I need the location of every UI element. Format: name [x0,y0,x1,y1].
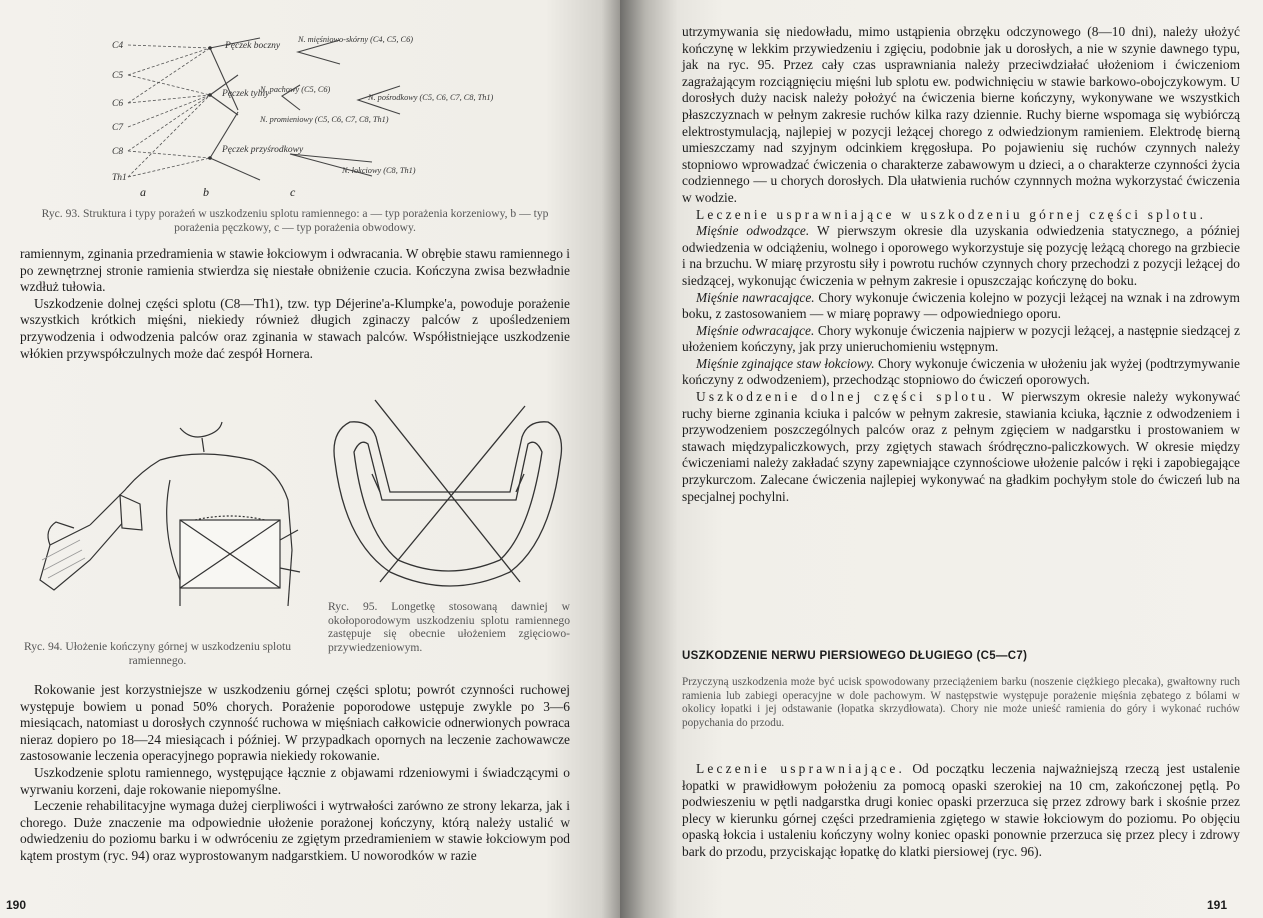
right-text-block-1 [682,24,1240,505]
trunk-middle-label: Pęczek tylny [222,89,270,99]
subsection-lead: Leczenie usprawniające. [696,761,906,776]
subsection-lead: Uszkodzenie dolnej części splotu. [696,389,995,405]
page-number-left: 190 [6,898,27,912]
small-print-block [682,676,1240,730]
figure-95-caption: Ryc. 95. Longetkę stosowaną dawniej w okołoporodowym uszkodzeniu splotu ramiennego zastępuje się obecnie ułożeniem zgięciowo-przywiedzeniowym. [328,600,570,654]
paragraph: Chory wykonuje ćwiczenia w ułożeniu jak wyżej (podtrzymywanie kończyny z odwodzeniem), przechodząc stopniowo do ćwiczeń oporowych. [682,355,1241,388]
muscle-group-title: Mięśnie zginające staw łokciowy. [696,355,875,371]
letter-b: b [203,185,209,199]
nerve-axillary-label: N. pachowy (C5, C6) [260,85,331,94]
right-page [620,0,1263,918]
figure-93 [110,30,494,200]
paragraph: Od początku leczenia najważniejszą rzeczą jest ustalenie łopatki w prawidłowym położeniu za pomocą opaski szerokiej na 10 cm, zakończonej pętlą. Po podwieszeniu w pętli nadgarstka drugi koniec opaski przerzuca się przez zdrowy bark i skośnie przez plecy w kierunku górnej części przedramienia zgiętego w stawie łokciowym do poziomu. Po objęciu opaską łokcia i ustaleniu kończyny wolny koniec opaski ponownie przerzuca się przez plecy i zdrowy bark do przodu, przyciskając łopatkę do klatki piersiowej (ryc. 96). [682,761,1240,859]
left-page [0,0,620,918]
paragraph: Rokowanie jest korzystniejsze w uszkodzeniu górnej części splotu; powrót czynności ruchowej występuje bowiem u ponad 50% chorych. Porażenie poporodowe ustępuje zwykle po 3—6 miesiącach, natomiast u dorosłych czynność ruchowa w mięśniach całkowicie odnerwionych powraca nieraz dopiero po 18—24 miesiącach i później. W przypadkach opornych na leczenie zachowawcze zastosowanie leczenia operacyjnego poprawia niekiedy rokowanie. [20,682,570,764]
trunk-upper-label: Pęczek boczny [225,41,281,51]
left-text-block-1 [20,246,570,362]
root-label-c4: C4 [112,41,124,51]
paragraph: Uszkodzenie dolnej części splotu (C8—Th1), tzw. typ Déjerine'a-Klumpke'a, powoduje porażenie wszystkich krótkich mięśni, niekiedy również długich zginaczy palców z upośledzeniem przywodzenia i odwodzenia palców oraz zginania w stawach palców. Współistniejące uszkodzenie włókien przywspółczulnych może dać zespół Hornera. [20,295,570,361]
arm-positioning-illustration [30,400,315,612]
nerve-median-label: N. pośrodkowy (C5, C6, C7, C8, Th1) [368,93,494,102]
root-label-c5: C5 [112,71,124,81]
brachial-plexus-diagram [110,30,494,200]
figure-94-caption: Ryc. 94. Ułożenie kończyny górnej w uszkodzeniu splotu ramiennego. [23,640,292,667]
subsection-lead: Leczenie usprawniające w uszkodzeniu górnej części splotu. [696,206,1207,222]
paragraph: ramiennym, zginania przedramienia w stawie łokciowym i odwracania. W obrębie stawu ramiennego i po zewnętrznej stronie ramienia stwierdza się niestałe obniżenie czucia. Kończyna zwisa bezwładnie wzdłuż tułowia. [20,246,570,295]
paragraph: W pierwszym okresie należy wykonywać ruchy bierne zginania kciuka i palców w pełnym zakresie, stawiania kciuka, łącznie z odwodzeniem i przywodzeniem poszczególnych palców oraz z pełnym zgięciem w nadgarstku i prostowaniem w stawach międzypaliczkowych, przy zgiętych stawach śródręczno-paliczkowych. W okresie między ćwiczeniami należy zakładać szyny zapewniające czynnościowe ułożenie palców i ręki i zapobiegające przykurczom. Zalecane ćwiczenia najlepiej wykonywać na gładkim pochyłym stole do ćwiczeń lub na specjalnej pochylni. [682,389,1241,504]
paragraph: Uszkodzenie splotu ramiennego, występujące łącznie z objawami rdzeniowymi i świadczącymi o wyrwaniu korzeni, daje rokowanie niepomyślne. [20,764,570,797]
letter-c: c [290,185,296,199]
root-label-c7: C7 [112,123,124,133]
figure-93-caption: Ryc. 93. Struktura i typy porażeń w uszkodzeniu splotu ramiennego: a — typ porażenia korzeniowy, b — typ porażenia pęczkowy, c — typ porażenia obwodowy. [41,207,549,234]
root-label-c8: C8 [112,147,124,157]
left-text-block-2 [20,682,570,865]
root-label-c6: C6 [112,99,124,109]
muscle-group-title: Mięśnie nawracające. [696,289,815,305]
trunk-lower-label: Pęczek przyśrodkowy [222,145,304,155]
figure-94 [30,400,315,612]
nerve-musculocutaneous-label: N. mięśniowo-skórny (C4, C5, C6) [298,35,414,44]
paragraph: Przyczyną uszkodzenia może być ucisk spowodowany przeciążeniem barku (noszenie ciężkiego plecaka), gwałtowny ruch ramienia lub zabiegi operacyjne w dole pachowym. W następstwie występuje porażenie mięśnia zębatego z bólami w okolicy łopatki i jej odstawanie (łopatka skrzydłowata). Chory nie może unieść ramienia do góry i wykonać ruchów popychania do przodu. [682,676,1240,729]
section-heading: USZKODZENIE NERWU PIERSIOWEGO DŁUGIEGO (C5—C7) [682,650,1028,662]
right-text-block-2 [682,761,1240,861]
paragraph: Chory wykonuje ćwiczenia najpierw w pozycji leżącej, a następnie siedzącej z ułożeniem kończyny, jak przy unieruchomieniu wstępnym. [682,322,1240,355]
paragraph: Leczenie rehabilitacyjne wymaga dużej cierpliwości i wytrwałości zarówno ze strony lekarza, jak i chorego. Duże znaczenie ma odpowiednie ułożenie porażonej kończyny, którą należy ustalić w odwiedzeniu do poziomu barku i w odwróceniu ze zgiętym przedramieniem w stawie łokciowym pod kątem prostym (ryc. 94) oraz wyprostowanym nadgarstkiem. U noworodków w razie [20,798,570,863]
paragraph: utrzymywania się niedowładu, mimo ustąpienia obrzęku odczynowego (8—10 dni), należy ułożyć kończynę w lekkim przywiedzeniu i zgięciu, podobnie jak u dorosłych, a nie w szynie dawnego typu, jak na ryc. 95. Przez cały czas usprawniania należy przeciwdziałać ułożeniom i ćwiczeniom zagrażającym rozciągnięciu mięśni lub splotu ew. podwichnięciu w stawie barkowo-obojczykowym. U dorosłych duży nacisk należy położyć na ćwiczenia bierne kończyny, wykonywane we wszystkich płaszczyznach w pełnym zakresie ruchów kilka razy dziennie. Ruchy bierne wspomaga się wybiórczą elektrostymulacją, najlepiej w pozycji leżącej chorego z odwiedzionym ramieniem. Elektrodę bierną umieszczamy nad szyjnym odcinkiem kręgosłupa. Po pojawieniu się ruchów czynnych należy stopniowo wprowadzać ćwiczenia o charakterze zabawowym u dzieci, a o charakterze czynności życia codziennego — u chorych dorosłych. Dla ułatwienia ruchów czynnnych można wykorzystać ćwiczenia w wodzie. [682,24,1240,205]
nerve-radial-label: N. promieniowy (C5, C6, C7, C8, Th1) [260,115,389,124]
muscle-group-title: Mięśnie odwodzące. [696,223,810,239]
figure-95 [320,392,570,600]
letter-a: a [140,185,146,199]
paragraph: Chory wykonuje ćwiczenia kolejno w pozycji leżącej na wznak i na zdrowym boku, z zastosowaniem — w miarę poprawy — odpowiedniego oporu. [682,289,1240,322]
nerve-ulnar-label: N. łokciowy (C8, Th1) [342,166,416,175]
root-label-th1: Th1 [112,173,127,183]
splint-illustration [320,392,570,600]
paragraph: W pierwszym okresie dla uzyskania odwiedzenia statycznego, a później odwiedzenia w odciążeniu, wolnego i oporowego wykorzystuje się pozycję leżącą chorego na grzbiecie i na brzuchu. W miarę przyrostu siły i powrotu ruchów czynnych chory przechodzi z pozycji leżącej do siedzącej, wykonując ćwiczenia w pełnym zakresie i opuszczając kończynę do boku. [682,223,1240,288]
page-number-right: 191 [1207,898,1228,912]
muscle-group-title: Mięśnie odwracające. [696,322,815,338]
